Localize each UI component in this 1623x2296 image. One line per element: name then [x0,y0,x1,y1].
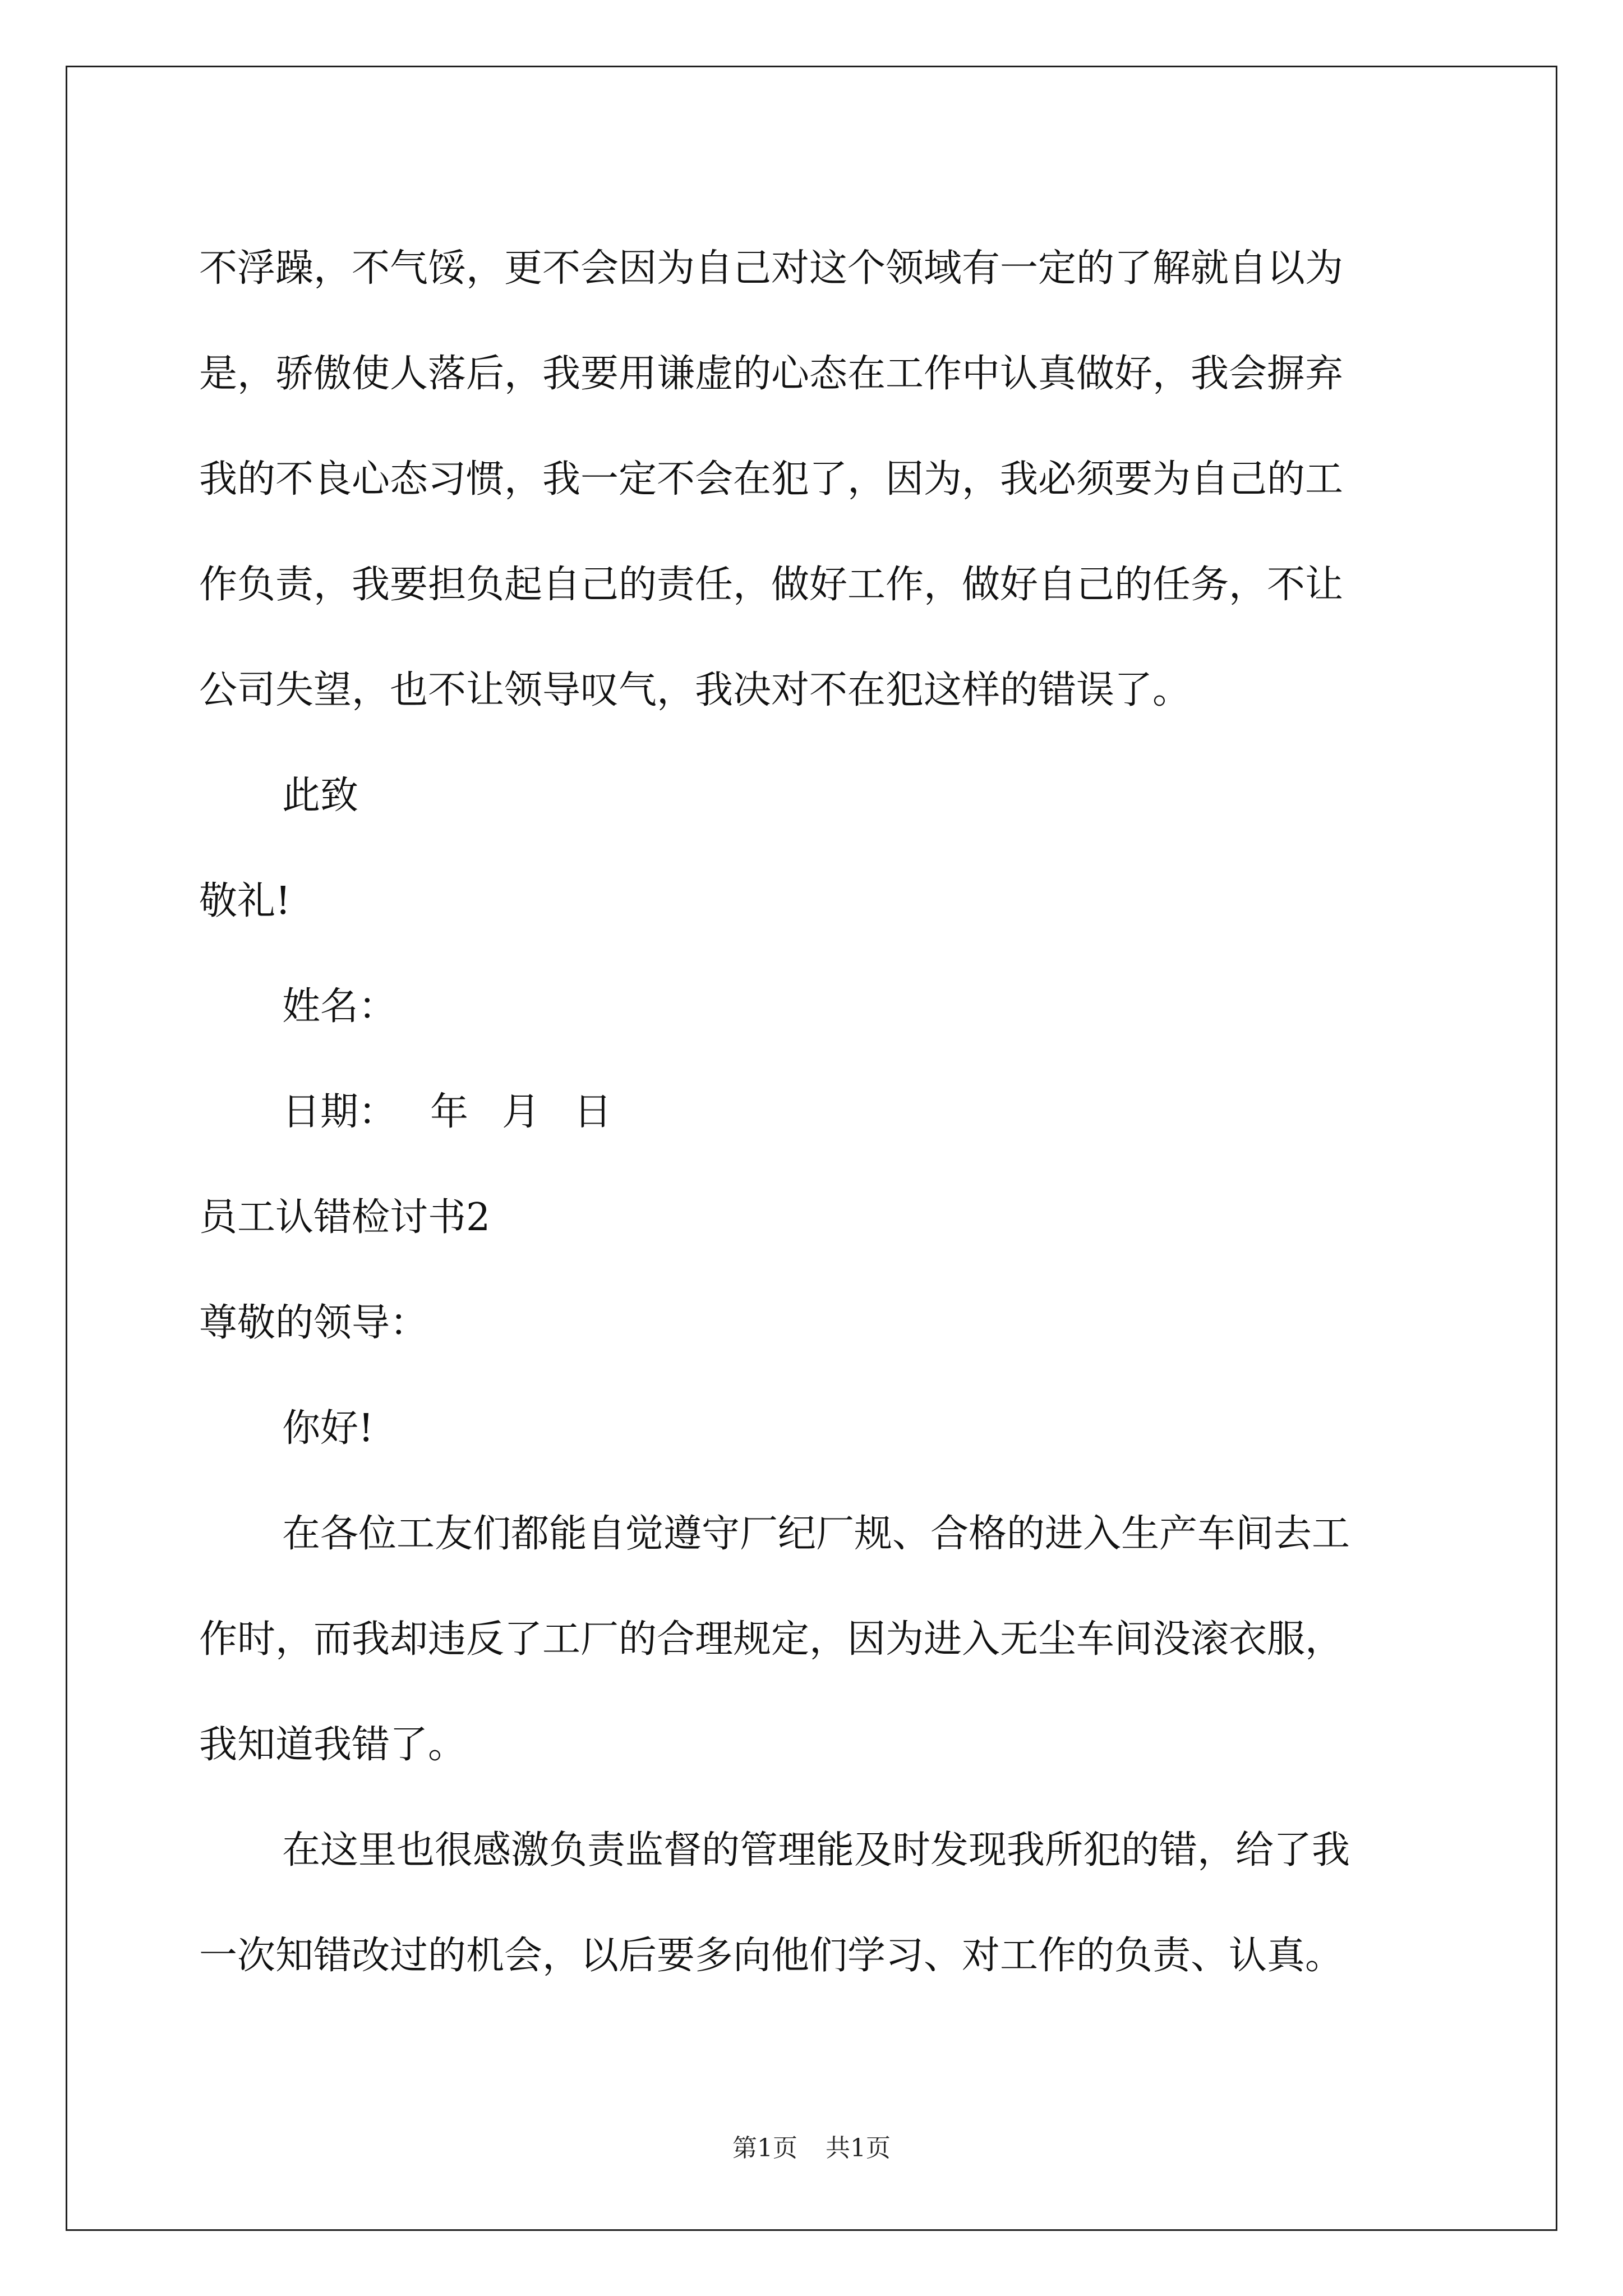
body-text-line: 一次知错改过的机会，以后要多向他们学习、对工作的负责、认真。 [199,1934,1344,1978]
document-body [199,216,1433,2009]
closing-salute: 敬礼! [199,879,291,923]
body-text-line: 公司失望，也不让领导叹气，我决对不在犯这样的错误了。 [199,668,1191,712]
date-day: 日 [574,1090,612,1134]
page-number-current: 第1页 [732,2134,797,2162]
body-text-line: 是，骄傲使人落后，我要用谦虚的心态在工作中认真做好，我会摒弃 [199,352,1344,396]
name-label: 姓名： [282,984,397,1029]
date-label: 日期： [282,1090,397,1134]
salutation: 尊敬的领导： [199,1301,428,1345]
body-text-line: 在这里也很感激负责监督的管理能及时发现我所犯的错，给了我 [282,1828,1350,1872]
body-text-line: 我知道我错了。 [199,1723,467,1767]
body-text-line: 在各位工友们都能自觉遵守厂纪厂规、合格的进入生产车间去工 [282,1512,1350,1556]
body-text-line: 作时，而我却违反了工厂的合理规定，因为进入无尘车间没滚衣服， [199,1617,1344,1662]
date-line [199,1060,1433,1165]
body-text-line: 作负责，我要担负起自己的责任，做好工作，做好自己的任务，不让 [199,563,1344,607]
date-month: 月 [502,1090,541,1134]
page-footer [0,2132,1623,2165]
greeting: 你好! [282,1406,374,1451]
closing-line: 此致 [282,774,359,818]
date-year: 年 [430,1090,469,1134]
body-text-line: 我的不良心态习惯，我一定不会在犯了，因为，我必须要为自己的工 [199,457,1344,501]
body-text-line: 不浮躁，不气馁，更不会因为自己对这个领域有一定的了解就自以为 [199,246,1344,291]
page-number-total: 共1页 [826,2134,891,2162]
section-title: 员工认错检讨书2 [199,1195,491,1240]
